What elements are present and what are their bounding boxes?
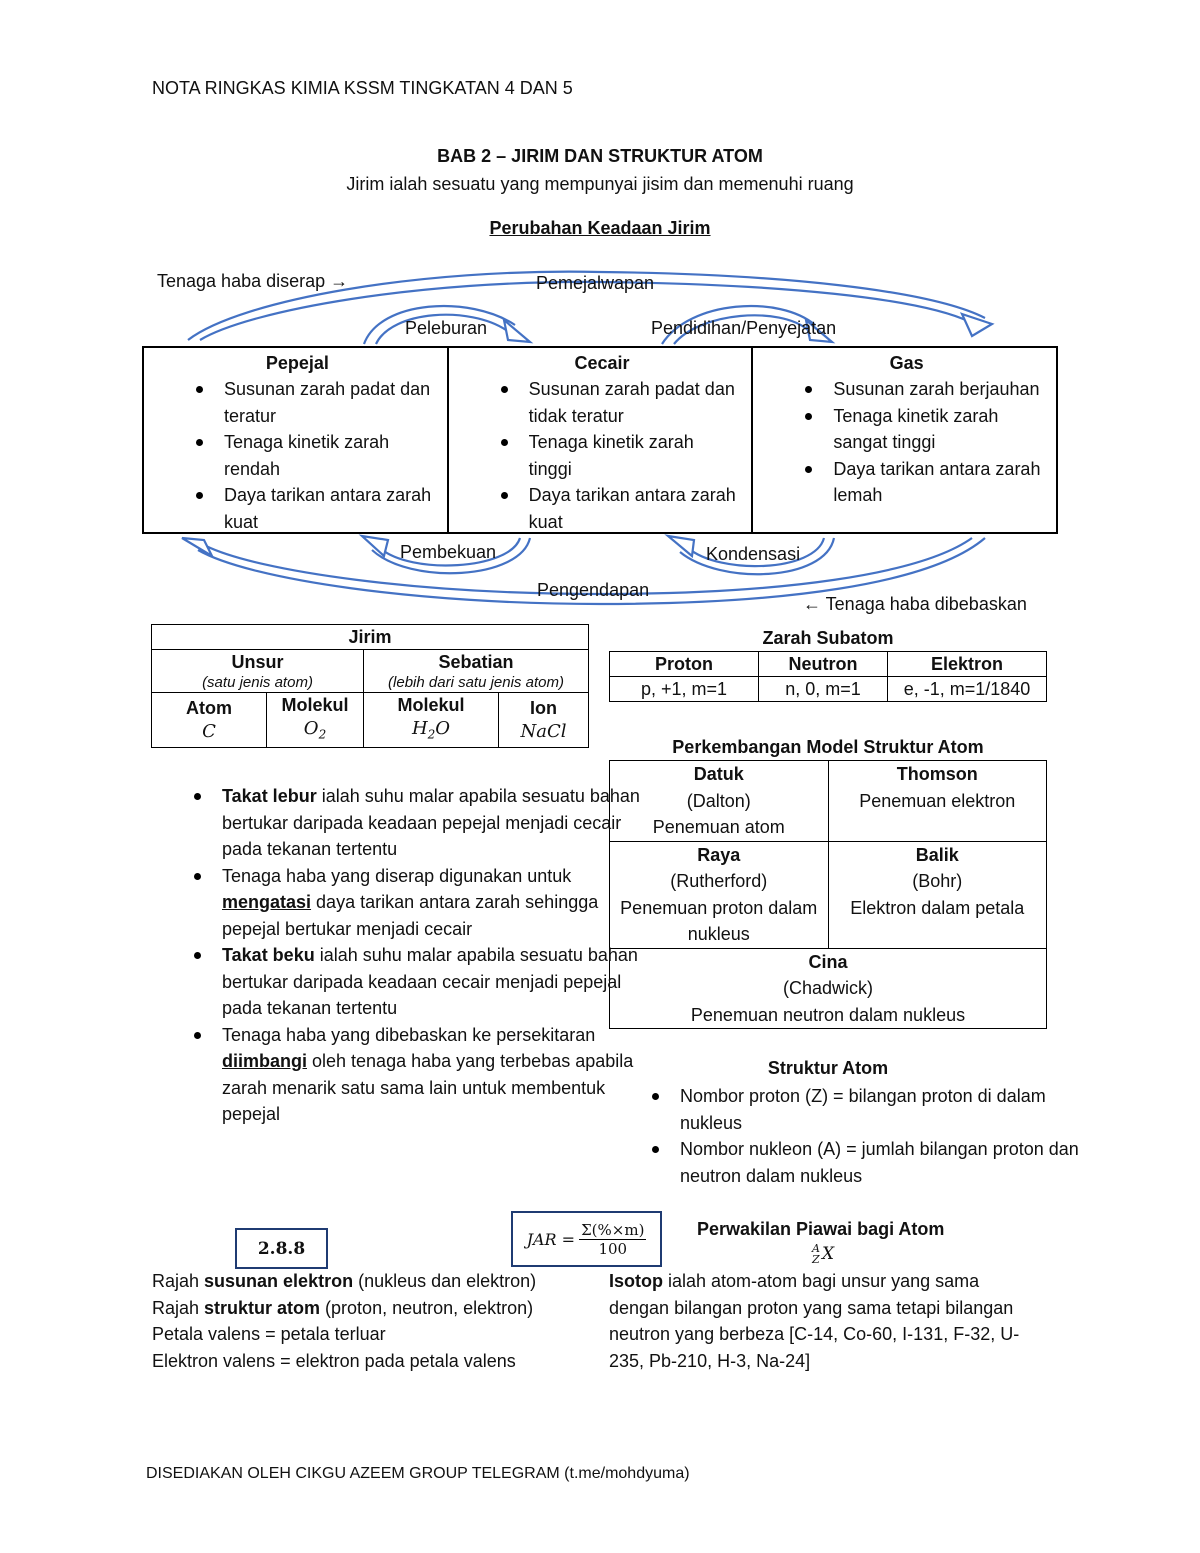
compound-note: (lebih dari satu jenis atom) xyxy=(388,674,564,691)
note-text: ) = jumlah bilangan proton dan neutron dalam nukleus xyxy=(680,1139,1079,1186)
model-name: Balik xyxy=(915,844,959,865)
formula-h: H xyxy=(411,718,428,739)
page-footer: DISEDIAKAN OLEH CIKGU AZEEM GROUP TELEGRAM (t.me/mohdyuma) xyxy=(146,1465,690,1482)
list-item xyxy=(680,1083,1110,1136)
model-desc: Penemuan neutron dalam nukleus xyxy=(690,1004,966,1025)
model-name: Datuk xyxy=(693,764,744,784)
header-proton: Proton xyxy=(610,652,759,677)
mass-number-symbol: A xyxy=(812,1242,820,1255)
note-text: Tenaga haba yang diserap digunakan untuk xyxy=(222,865,572,886)
matter-table-title: Jirim xyxy=(152,625,589,650)
model-scientist: (Dalton) xyxy=(686,790,751,811)
example-symbol xyxy=(366,717,496,747)
state-title: Cecair xyxy=(574,353,630,373)
list-item: Susunan zarah padat dan tidak teratur xyxy=(529,376,742,429)
atomic-models-table xyxy=(609,760,1047,1029)
note-text: ) = bilangan proton di dalam nukleus xyxy=(680,1086,1046,1133)
value-proton: p, +1, m=1 xyxy=(610,677,759,702)
model-scientist: (Chadwick) xyxy=(782,978,874,998)
electron-config-box xyxy=(235,1228,328,1269)
particle-heading: Atom xyxy=(186,697,232,718)
value-electron: e, -1, m=1/1840 xyxy=(888,677,1047,702)
state-gas xyxy=(753,348,1056,532)
element-heading: Unsur xyxy=(231,652,284,672)
example-symbol xyxy=(269,717,361,747)
formula-o: O xyxy=(303,718,319,739)
list-item xyxy=(222,1022,662,1128)
model-bohr xyxy=(828,841,1047,948)
jar-fraction xyxy=(579,1221,646,1258)
term-electron-arrangement: susunan elektron xyxy=(204,1271,354,1291)
electron-config: 2.8.8 xyxy=(257,1238,306,1259)
list-item: Daya tarikan antara zarah kuat xyxy=(529,482,742,535)
structure-notes xyxy=(616,1083,1110,1189)
melting-freezing-notes xyxy=(158,783,662,1128)
symbol-z: Z xyxy=(811,1086,823,1106)
particle-cell-molecule-compound xyxy=(364,693,499,748)
subscript: 2 xyxy=(318,727,327,742)
particle-heading: Ion xyxy=(530,697,557,718)
model-thomson xyxy=(828,761,1047,842)
note-line: Petala valens = petala terluar xyxy=(152,1324,386,1344)
formula-o-tail: O xyxy=(435,718,451,739)
model-desc: Elektron dalam petala xyxy=(850,897,1025,918)
model-desc: Penemuan atom xyxy=(652,817,785,837)
note-text: ialah atom-atom bagi unsur yang sama dengan bilangan proton yang sama tetapi bilangan neutron yang berbeza [C-14, Co-60, I-131, F-32, U-235, Pb-210, H-3, Na-24] xyxy=(609,1271,1020,1371)
jar-lhs: JAR = xyxy=(526,1229,576,1249)
boiling-label: Pendidihan/Penyejatan xyxy=(651,318,837,338)
model-scientist: (Rutherford) xyxy=(670,871,768,891)
value-neutron: n, 0, m=1 xyxy=(759,677,888,702)
heat-absorbed-label: Tenaga haba diserap → xyxy=(157,271,349,291)
condensation-label: Kondensasi xyxy=(706,544,801,564)
matter-definition: Jirim ialah sesuatu yang mempunyai jisim dan memenuhi ruang xyxy=(346,174,854,194)
model-name: Cina xyxy=(808,951,848,972)
example-symbol: C xyxy=(202,720,216,742)
particle-heading: Molekul xyxy=(397,695,465,715)
note-text: ialah suhu malar apabila sesuatu bahan bertukar daripada keadaan cecair menjadi pepejal pada tekanan tertentu xyxy=(222,945,638,1018)
list-item xyxy=(680,1136,1110,1189)
term-atomic-structure: struktur atom xyxy=(204,1297,321,1318)
subatomic-table xyxy=(609,651,1047,702)
proton-number-symbol: Z xyxy=(812,1253,820,1266)
state-change-arrows xyxy=(0,0,1200,640)
isotope-note xyxy=(609,1268,1029,1374)
note-text: (proton, neutron, elektron) xyxy=(320,1297,534,1318)
structure-title: Struktur Atom xyxy=(767,1058,889,1078)
term-freezing-point: Takat beku xyxy=(222,945,315,965)
freezing-label: Pembekuan xyxy=(400,542,497,562)
state-title: Pepejal xyxy=(265,353,329,373)
list-item xyxy=(222,783,662,863)
note-text: Nombor proton ( xyxy=(680,1086,812,1106)
sublimation-label: Pemejalwapan xyxy=(536,273,655,293)
model-chadwick xyxy=(610,948,1047,1029)
list-item xyxy=(222,942,662,1022)
element-symbol: X xyxy=(822,1244,835,1264)
matter-classification-table xyxy=(151,624,589,748)
note-text: oleh tenaga haba yang terbebas apabila zarah menarik satu sama lain untuk membentuk pepejal xyxy=(222,1051,634,1124)
compound-cell xyxy=(364,650,589,693)
electron-diagram-notes xyxy=(152,1268,592,1374)
model-desc: Penemuan elektron xyxy=(859,790,1016,811)
note-text: Nombor nukleon ( xyxy=(680,1139,824,1159)
section-title-state-change: Perubahan Keadaan Jirim xyxy=(489,218,711,238)
list-item: Susunan zarah berjauhan xyxy=(833,376,1046,403)
particle-heading: Molekul xyxy=(281,695,349,715)
particle-cell-ion xyxy=(499,693,589,748)
page-header: NOTA RINGKAS KIMIA KSSM TINGKATAN 4 DAN 5 xyxy=(152,78,573,98)
heat-released-label: ← Tenaga haba dibebaskan xyxy=(803,594,1027,614)
symbol-a: A xyxy=(823,1139,836,1159)
state-liquid xyxy=(449,348,754,532)
note-line xyxy=(152,1295,592,1322)
note-text: Rajah xyxy=(152,1297,205,1318)
list-item: Daya tarikan antara zarah kuat xyxy=(224,482,437,535)
list-item: Tenaga kinetik zarah sangat tinggi xyxy=(833,403,1046,456)
particle-cell-molecule xyxy=(267,693,364,748)
state-title: Gas xyxy=(889,353,924,373)
jar-formula-box xyxy=(511,1211,662,1267)
term-melting-point: Takat lebur xyxy=(222,786,317,806)
note-text: ialah suhu malar apabila sesuatu bahan bertukar daripada keadaan pepejal menjadi cecair pada tekanan tertentu xyxy=(222,786,640,859)
jar-numerator: Σ(%×m) xyxy=(581,1220,645,1239)
note-line xyxy=(152,1268,592,1295)
note-text: (nukleus dan elektron) xyxy=(353,1271,537,1291)
note-line: Elektron valens = elektron pada petala valens xyxy=(152,1350,516,1371)
nuclide-notation xyxy=(812,1242,842,1268)
note-text: Rajah xyxy=(152,1271,205,1291)
states-of-matter-table xyxy=(142,346,1058,534)
list-item: Tenaga kinetik zarah rendah xyxy=(224,429,437,482)
chapter-title: BAB 2 – JIRIM DAN STRUKTUR ATOM xyxy=(437,146,763,166)
compound-heading: Sebatian xyxy=(438,652,514,672)
list-item: Tenaga kinetik zarah tinggi xyxy=(529,429,742,482)
particle-cell-atom xyxy=(152,693,267,748)
note-text: Tenaga haba yang dibebaskan ke persekitaran xyxy=(222,1024,596,1045)
model-name: Raya xyxy=(697,844,741,865)
model-name: Thomson xyxy=(896,764,978,784)
list-item: Daya tarikan antara zarah lemah xyxy=(833,456,1046,509)
header-electron: Elektron xyxy=(888,652,1047,677)
model-desc: Penemuan proton dalam nukleus xyxy=(620,897,818,944)
header-neutron: Neutron xyxy=(759,652,888,677)
keyword-balanced: diimbangi xyxy=(222,1051,307,1071)
note-text: daya tarikan antara zarah sehingga pepejal bertukar menjadi cecair xyxy=(222,892,599,939)
model-scientist: (Bohr) xyxy=(912,871,963,891)
element-cell xyxy=(152,650,364,693)
deposition-label: Pengendapan xyxy=(537,580,650,600)
keyword-overcome: mengatasi xyxy=(222,892,312,912)
element-note: (satu jenis atom) xyxy=(202,674,313,691)
term-isotope: Isotop xyxy=(609,1271,663,1291)
melting-label: Peleburan xyxy=(405,318,488,338)
standard-rep-title: Perwakilan Piawai bagi Atom xyxy=(697,1219,945,1239)
list-item xyxy=(222,863,662,943)
example-symbol: NaCl xyxy=(520,720,567,742)
subatomic-title: Zarah Subatom xyxy=(762,628,894,648)
subscript: 2 xyxy=(427,727,436,742)
models-title: Perkembangan Model Struktur Atom xyxy=(672,737,984,757)
state-solid xyxy=(144,348,449,532)
list-item: Susunan zarah padat dan teratur xyxy=(224,376,437,429)
jar-denominator: 100 xyxy=(598,1239,628,1258)
